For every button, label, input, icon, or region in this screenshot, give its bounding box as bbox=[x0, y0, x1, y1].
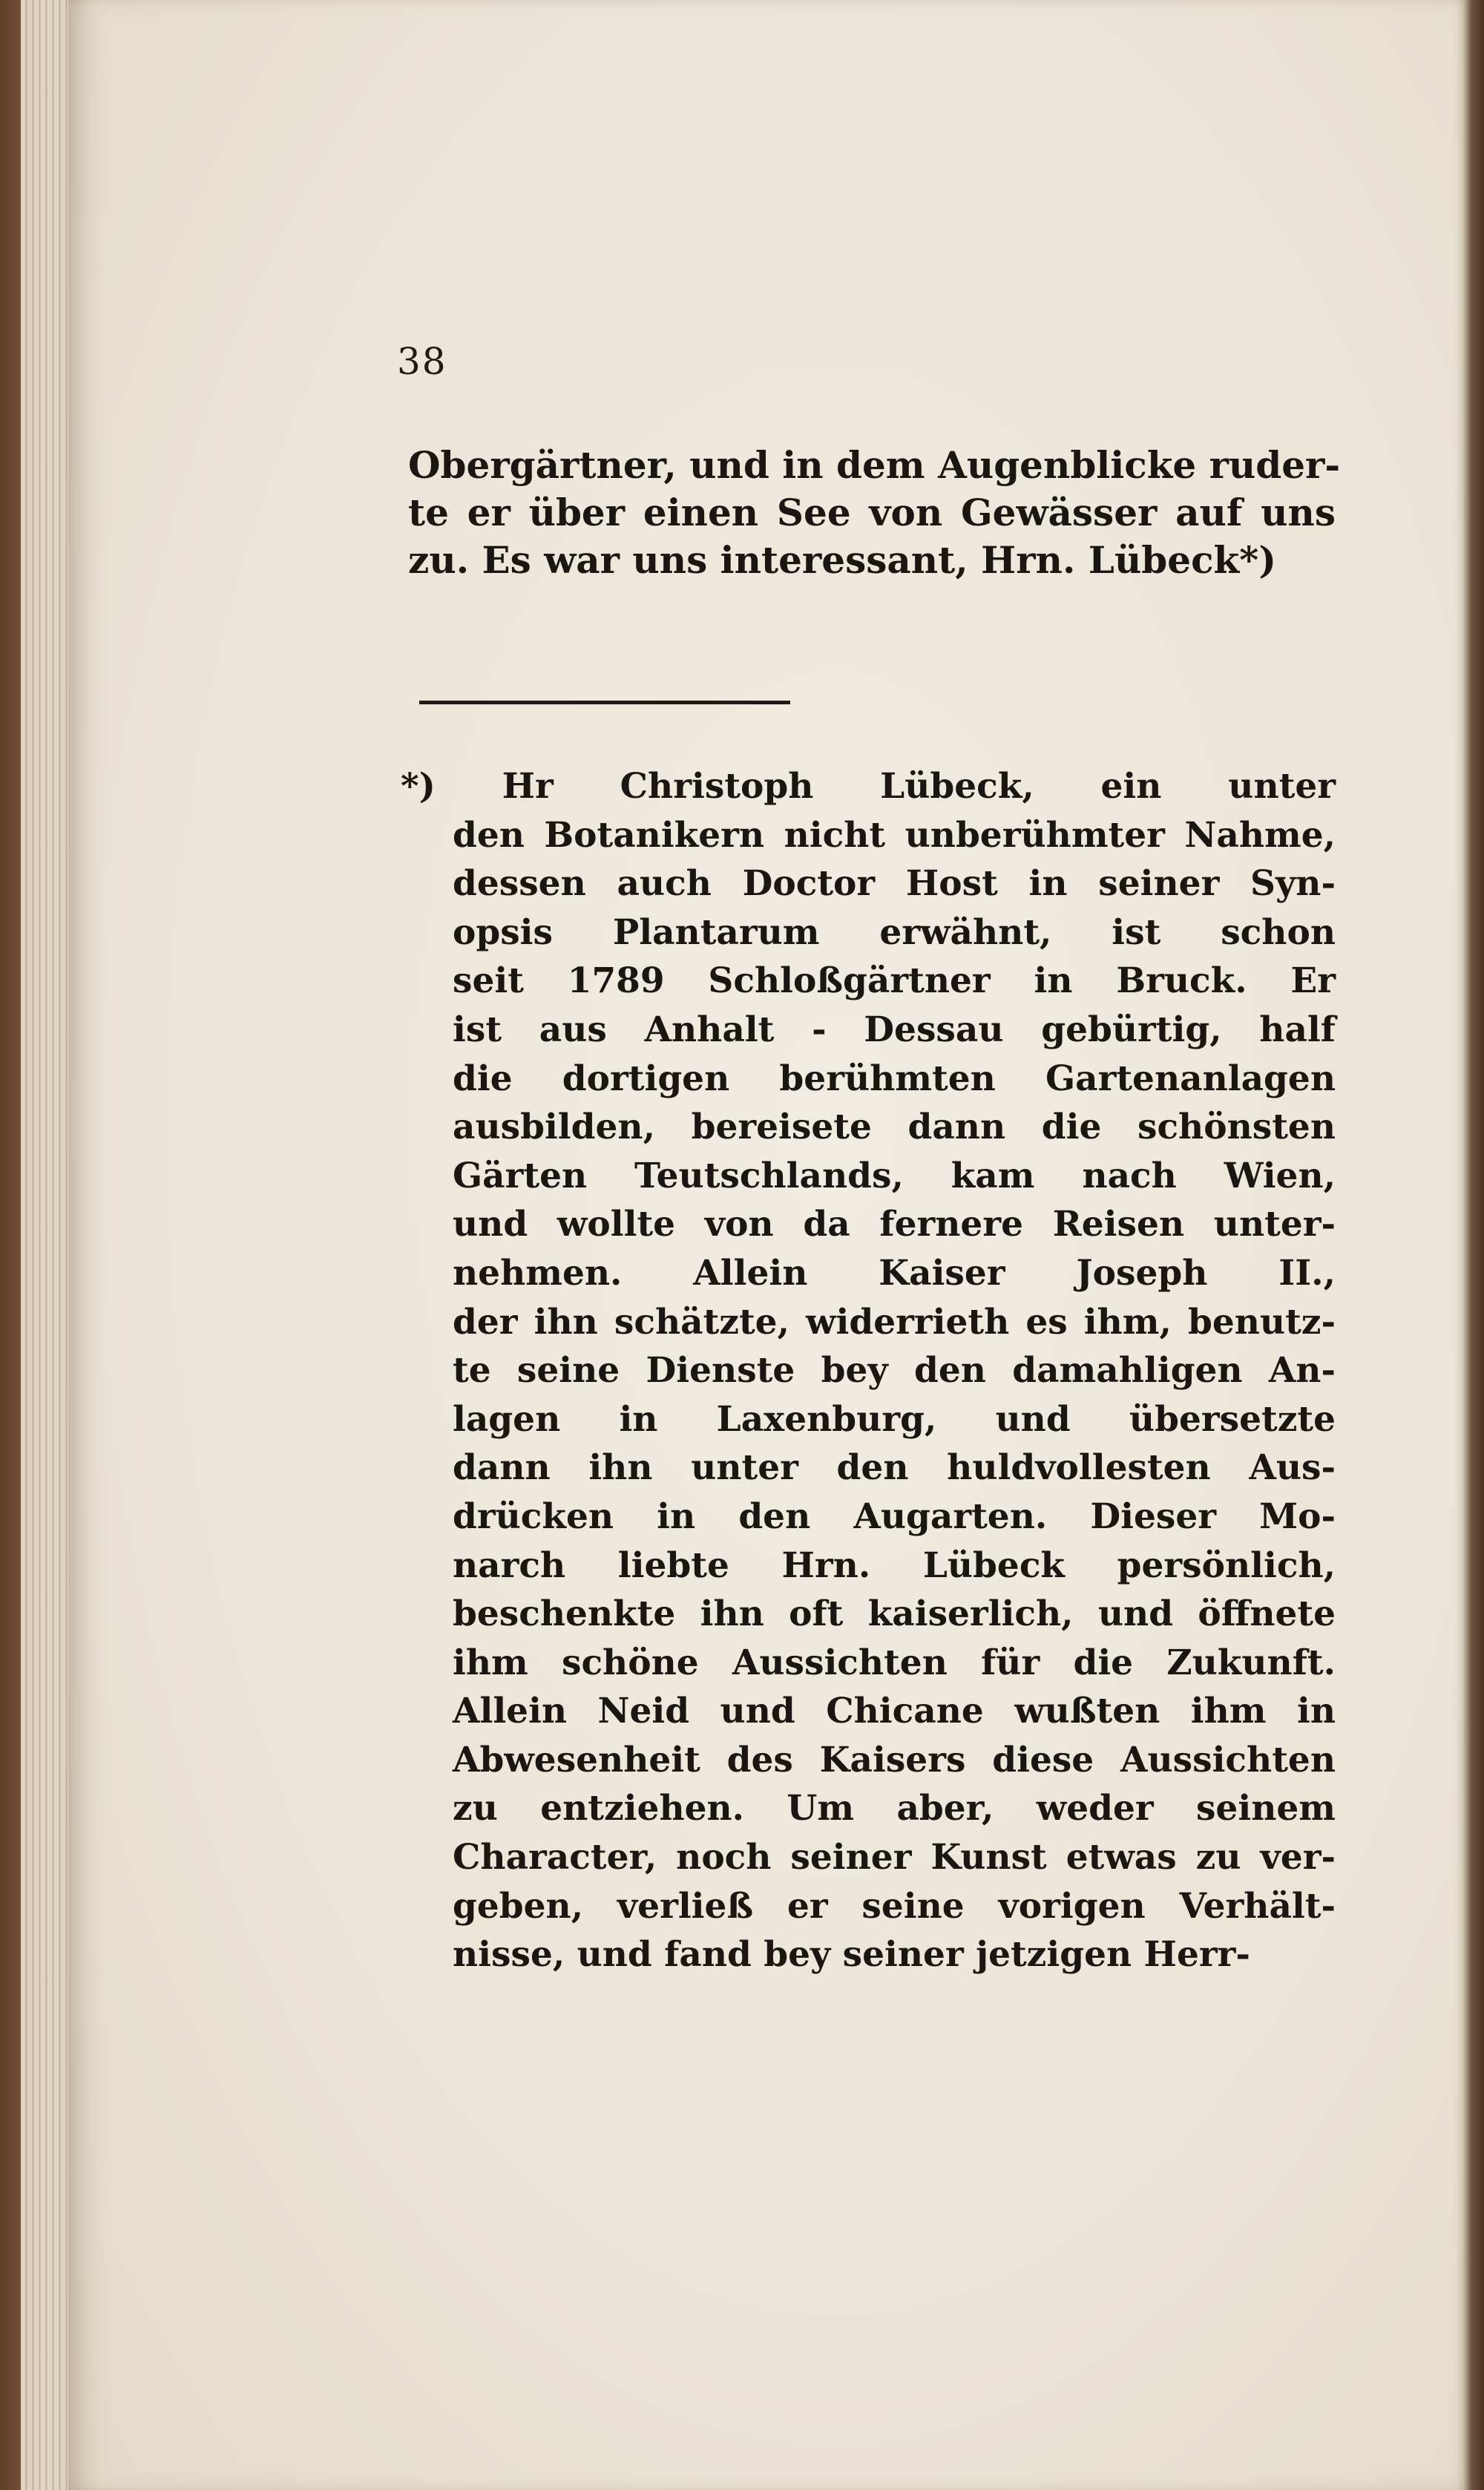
footnote-line: lagen in Laxenburg, und übersetzte bbox=[453, 1398, 1336, 1440]
footnote-line: nehmen. Allein Kaiser Joseph II., bbox=[453, 1252, 1336, 1294]
text-line: te er über einen See von Gewässer auf uns bbox=[408, 491, 1336, 534]
footnote-line: Character, noch seiner Kunst etwas zu ver- bbox=[453, 1837, 1336, 1878]
footnote-line: Allein Neid und Chicane wußten ihm in bbox=[453, 1691, 1336, 1732]
footnote-line: seit 1789 Schloßgärtner in Bruck. Er bbox=[453, 960, 1336, 1002]
main-text bbox=[408, 442, 1341, 584]
footnote-line: ausbilden, bereisete dann die schönsten bbox=[453, 1107, 1336, 1148]
text-line: zu. Es war uns interessant, Hrn. Lübeck*) bbox=[408, 538, 1276, 582]
footnote-line: dann ihn unter den huldvollesten Aus- bbox=[453, 1447, 1336, 1489]
footnote-line: beschenkte ihn oft kaiserlich, und öffnete bbox=[453, 1593, 1336, 1635]
footnote-line: der ihn schätzte, widerrieth es ihm, benutz- bbox=[453, 1301, 1336, 1343]
footnote-line: narch liebte Hrn. Lübeck persönlich, bbox=[453, 1544, 1336, 1586]
footnote-line: Abwesenheit des Kaisers diese Aussichten bbox=[453, 1739, 1336, 1780]
footnote-line: te seine Dienste bey den damahligen An- bbox=[453, 1350, 1336, 1392]
footnote-line: dessen auch Doctor Host in seiner Syn- bbox=[453, 863, 1336, 905]
page-number: 38 bbox=[397, 340, 447, 383]
footnote-line: drücken in den Augarten. Dieser Mo- bbox=[453, 1495, 1336, 1537]
footnote-line: Gärten Teutschlands, kam nach Wien, bbox=[453, 1155, 1336, 1196]
footnote-line: opsis Plantarum erwähnt, ist schon bbox=[453, 911, 1336, 953]
footnote bbox=[401, 762, 1336, 1979]
footnote-line: ist aus Anhalt - Dessau gebürtig, half bbox=[453, 1009, 1336, 1050]
footnote-line: nisse, und fand bey seiner jetzigen Herr- bbox=[453, 1934, 1250, 1976]
footnote-separator bbox=[419, 701, 790, 704]
footnote-line: den Botanikern nicht unberühmter Nahme, bbox=[453, 814, 1336, 856]
footnote-line: ihm schöne Aussichten für die Zukunft. bbox=[453, 1642, 1336, 1683]
text-line: Obergärtner, und in dem Augenblicke ruder- bbox=[408, 443, 1341, 487]
footnote-line: geben, verließ er seine vorigen Verhält- bbox=[453, 1885, 1336, 1927]
footnote-line: und wollte von da fernere Reisen unter- bbox=[453, 1204, 1336, 1245]
footnote-line: *) Hr Christoph Lübeck, ein unter bbox=[401, 766, 1336, 807]
book-cover-edge bbox=[1463, 0, 1484, 2490]
footnote-line: zu entziehen. Um aber, weder seinem bbox=[453, 1788, 1336, 1829]
footnote-line: die dortigen berühmten Gartenanlagen bbox=[453, 1058, 1336, 1099]
